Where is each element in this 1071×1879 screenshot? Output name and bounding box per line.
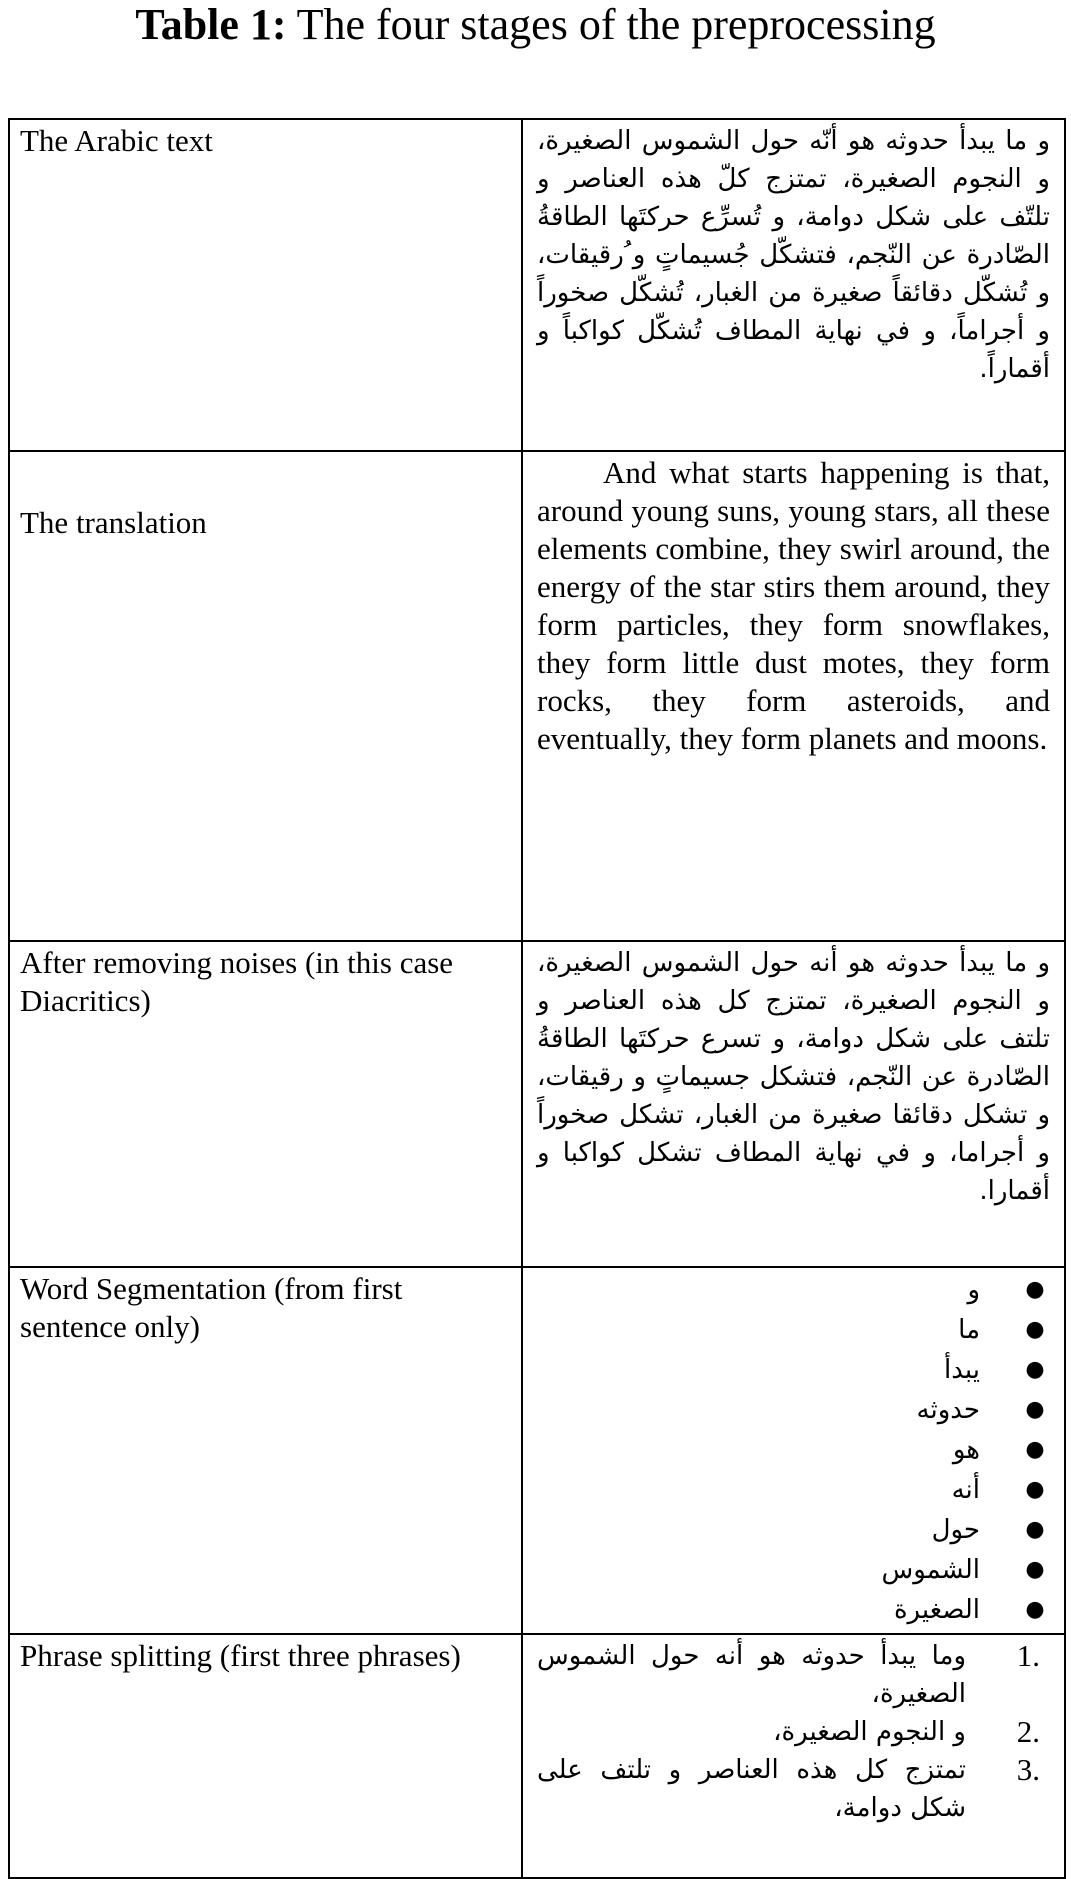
segmented-word-item [537, 1590, 1045, 1630]
table-caption-label: Table 1: [135, 0, 287, 49]
segmented-word-text: ما [958, 1315, 980, 1345]
segmented-word-item [537, 1510, 1045, 1550]
row-label-phrase-splitting [9, 1634, 522, 1878]
bullet-icon: ● [1025, 1477, 1045, 1502]
bullet-icon: ● [1025, 1437, 1045, 1462]
segmented-word-text: الصغيرة [893, 1595, 980, 1625]
bullet-icon: ● [1025, 1597, 1045, 1622]
segmented-word-item [537, 1350, 1045, 1390]
row-label-word-segmentation [9, 1267, 522, 1634]
preprocessing-stages-table [8, 118, 1066, 1879]
row-label-text: After removing noises (in this case Diacritics) [20, 945, 454, 1018]
phrase-list [537, 1637, 1050, 1827]
row-label-text: The Arabic text [20, 123, 213, 158]
segmented-word-item [537, 1390, 1045, 1430]
bullet-icon: ● [1025, 1557, 1045, 1582]
table-row-word-segmentation [9, 1267, 1065, 1634]
phrase-item [537, 1637, 1040, 1713]
segmented-word-text: الشموس [881, 1555, 980, 1585]
arabic-cleaned-text: و ما يبدأ حدوثه هو أنه حول الشموس الصغيرة، و النجوم الصغيرة، تمتزج كل هذه العناصر و تلتف على شكل دوامة، و تسرع حركتَها الطاقةُ الصّادرة عن النّجم، فتشكل جسيماتٍ و رقيقات، و تشكل دقائقا صغيرة من الغبار، تشكل صخوراً و أجراما، و في نهاية المطاف تشكل كواكبا و أقمارا. [537, 948, 1050, 1206]
segmented-word-text: أنه [951, 1475, 980, 1505]
row-label-text: Phrase splitting (first three phrases) [20, 1638, 461, 1673]
phrase-text: تمتزج كل هذه العناصر و تلتف على شكل دوامة، [537, 1755, 966, 1823]
table-row-translation [9, 451, 1065, 941]
table-row-phrase-splitting [9, 1634, 1065, 1878]
segmented-word-text: هو [952, 1435, 980, 1465]
table-caption [0, 0, 1071, 50]
row-content-translation [522, 451, 1065, 941]
row-label-text: Word Segmentation (from first sentence only) [20, 1271, 403, 1344]
segmented-word-text: حول [931, 1515, 980, 1545]
row-content-phrase-splitting [522, 1634, 1065, 1878]
row-label-noise-removal [9, 941, 522, 1267]
segmented-word-text: يبدأ [944, 1355, 980, 1385]
arabic-original-text: و ما يبدأ حدوثه هو أنّه حول الشموس الصغيرة، و النجوم الصغيرة، تمتزج كلّ هذه العناصر و تلتّف على شكل دوامة، و تُسرِّع حركتَها الطاقةُ الصّادرة عن النّجم، فتشكّل جُسيماتٍ و ُرقيقات، و تُشكّل دقائقاً صغيرة من الغبار، تُشكّل صخوراً و أجراماً، و في نهاية المطاف تُشكّل كواكباً و أقماراً. [537, 126, 1050, 384]
row-content-noise-removal [522, 941, 1065, 1267]
table-row-noise-removal [9, 941, 1065, 1267]
segmented-word-item [537, 1270, 1045, 1310]
phrase-number: 1. [1016, 1638, 1040, 1673]
phrase-item [537, 1751, 1040, 1827]
bullet-icon: ● [1025, 1317, 1045, 1342]
row-label-text: The translation [20, 505, 207, 540]
row-content-word-segmentation [522, 1267, 1065, 1634]
bullet-icon: ● [1025, 1517, 1045, 1542]
bullet-icon: ● [1025, 1277, 1045, 1302]
row-content-arabic-text [522, 119, 1065, 451]
segmented-word-item [537, 1430, 1045, 1470]
segmented-word-item [537, 1470, 1045, 1510]
table-row-arabic-text [9, 119, 1065, 451]
phrase-item [537, 1713, 1040, 1751]
segmented-word-item [537, 1550, 1045, 1590]
segmented-word-item [537, 1310, 1045, 1350]
phrase-text: و النجوم الصغيرة، [773, 1717, 966, 1747]
row-label-translation [9, 451, 522, 941]
phrase-number: 3. [1016, 1752, 1040, 1787]
english-translation-text: And what starts happening is that, around young suns, young stars, all these elements combine, they swirl around, the energy of the star stirs them around, they form particles, they form snowflakes, they form little dust motes, they form rocks, they form asteroids, and eventually, they form planets and moons. [537, 455, 1050, 756]
phrase-text: وما يبدأ حدوثه هو أنه حول الشموس الصغيرة، [537, 1641, 966, 1709]
segmented-word-text: و [967, 1275, 980, 1305]
segmented-word-list [537, 1270, 1050, 1630]
bullet-icon: ● [1025, 1357, 1045, 1382]
bullet-icon: ● [1025, 1397, 1045, 1422]
row-label-arabic-text [9, 119, 522, 451]
segmented-word-text: حدوثه [916, 1395, 980, 1425]
table-caption-text: The four stages of the preprocessing [296, 0, 936, 49]
phrase-number: 2. [1016, 1714, 1040, 1749]
